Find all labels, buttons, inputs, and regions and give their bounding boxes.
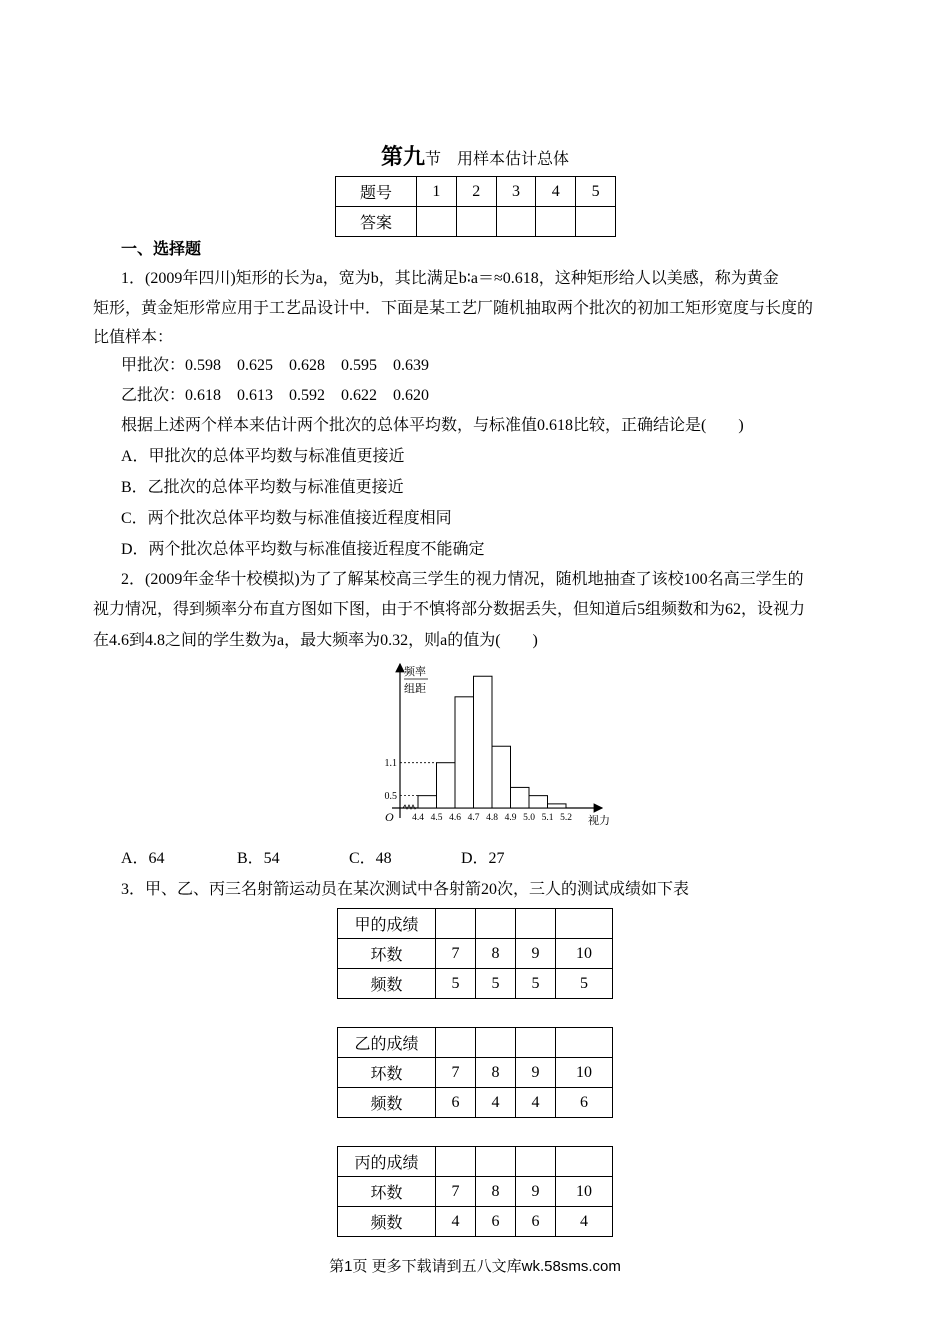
ring-value: 8 [476, 1177, 516, 1207]
empty-cell [476, 909, 516, 939]
empty-cell [476, 1147, 516, 1177]
q1-option-d: D．两个批次总体平均数与标准值接近程度不能确定 [121, 541, 485, 558]
ring-value: 7 [436, 939, 476, 969]
title-part-3: 用样本估计总体 [457, 151, 570, 168]
empty-cell [556, 1147, 613, 1177]
ring-value: 7 [436, 1058, 476, 1088]
freq-value: 6 [516, 1207, 556, 1237]
answer-cell [576, 207, 616, 237]
answer-table [335, 176, 616, 237]
answer-table-answer-label: 答案 [336, 207, 417, 237]
x-tick-label: 5.0 [523, 813, 535, 823]
ring-value: 9 [516, 939, 556, 969]
q3-intro: 3．甲、乙、丙三名射箭运动员在某次测试中各射箭20次，三人的测试成绩如下表 [121, 881, 690, 898]
answer-table-header-label: 题号 [336, 177, 417, 207]
histogram-bar-6 [511, 787, 530, 808]
empty-cell [516, 1028, 556, 1058]
ring-label: 环数 [338, 939, 436, 969]
q2-option-d: D．27 [461, 850, 505, 867]
q1-line-1: 1．(2009年四川)矩形的长为a，宽为b，其比满足b∶a＝≈0.618，这种矩形给人以美感，称为黄金 [121, 270, 779, 287]
score-table-bing [337, 1146, 613, 1237]
score-table-title: 丙的成绩 [338, 1147, 436, 1177]
y-label-top: 频率 [404, 666, 426, 678]
answer-table-number: 5 [576, 177, 616, 207]
title-part-1: 第九 [380, 144, 425, 169]
histogram-bar-1 [418, 796, 437, 808]
x-tick-label: 4.4 [412, 813, 424, 823]
ring-label: 环数 [338, 1058, 436, 1088]
q1-option-a: A．甲批次的总体平均数与标准值更接近 [121, 448, 405, 465]
q1-line-3: 比值样本： [93, 329, 174, 346]
score-table-yi [337, 1027, 613, 1118]
freq-value: 4 [436, 1207, 476, 1237]
y-tick-label: 1.1 [384, 758, 397, 770]
histogram-bar-7 [529, 796, 548, 808]
freq-value: 4 [556, 1207, 613, 1237]
page-title [0, 140, 950, 171]
x-tick-label: 4.5 [430, 813, 443, 823]
x-tick-label: 4.6 [449, 813, 461, 823]
freq-value: 5 [476, 969, 516, 999]
freq-value: 5 [516, 969, 556, 999]
q1-batch-b: 乙批次：0.618 0.613 0.592 0.622 0.620 [121, 387, 430, 404]
empty-cell [436, 1028, 476, 1058]
freq-value: 6 [556, 1088, 613, 1118]
q2-line-3: 在4.6到4.8之间的学生数为a，最大频率为0.32，则a的值为( ) [93, 632, 538, 649]
q1-batch-a: 甲批次：0.598 0.625 0.628 0.595 0.639 [121, 357, 430, 374]
histogram-bar-4 [474, 676, 493, 808]
x-tick-label: 5.2 [560, 813, 572, 823]
freq-value: 6 [436, 1088, 476, 1118]
empty-cell [476, 1028, 516, 1058]
histogram-bar-5 [492, 746, 511, 808]
answer-table-number: 4 [536, 177, 576, 207]
q2-option-b: B．54 [237, 850, 280, 867]
q2-option-a: A．64 [121, 850, 165, 867]
q1-question: 根据上述两个样本来估计两个批次的总体平均数，与标准值0.618比较，正确结论是( ) [121, 417, 744, 434]
x-tick-label: 4.9 [504, 813, 517, 823]
q2-option-c: C．48 [349, 850, 392, 867]
frequency-histogram [370, 660, 620, 830]
section-heading: 一、选择题 [121, 241, 202, 258]
histogram-bar-8 [548, 804, 567, 808]
score-table-jia [337, 908, 613, 999]
y-label-bottom: 组距 [404, 683, 426, 695]
ring-value: 10 [556, 1058, 613, 1088]
origin-label: O [385, 810, 394, 824]
freq-label: 频数 [338, 1088, 436, 1118]
empty-cell [556, 1028, 613, 1058]
y-tick-label: 0.5 [384, 791, 397, 803]
answer-table-number: 3 [496, 177, 536, 207]
ring-value: 10 [556, 939, 613, 969]
score-table-title: 甲的成绩 [338, 909, 436, 939]
x-tick-label: 4.7 [467, 813, 480, 823]
freq-value: 4 [476, 1088, 516, 1118]
empty-cell [516, 1147, 556, 1177]
x-tick-label: 4.8 [486, 813, 498, 823]
title-part-2: 节 [424, 151, 441, 168]
ring-value: 8 [476, 1058, 516, 1088]
q2-line-1: 2．(2009年金华十校模拟)为了了解某校高三学生的视力情况，随机地抽查了该校100名高三学生的 [121, 571, 804, 588]
page-footer: 第1页 更多下载请到五八文库wk.58sms.com [329, 1258, 621, 1275]
freq-value: 5 [436, 969, 476, 999]
answer-cell [536, 207, 576, 237]
ring-label: 环数 [338, 1177, 436, 1207]
q1-option-b: B．乙批次的总体平均数与标准值更接近 [121, 479, 404, 496]
ring-value: 7 [436, 1177, 476, 1207]
x-tick-label: 5.1 [541, 813, 554, 823]
answer-cell [496, 207, 536, 237]
empty-cell [436, 1147, 476, 1177]
answer-cell [417, 207, 457, 237]
freq-label: 频数 [338, 1207, 436, 1237]
q2-line-2: 视力情况，得到频率分布直方图如下图，由于不慎将部分数据丢失，但知道后5组频数和为62，设视力 [93, 601, 806, 618]
freq-value: 5 [556, 969, 613, 999]
q1-line-2: 矩形，黄金矩形常应用于工艺品设计中．下面是某工艺厂随机抽取两个批次的初加工矩形宽度与长度的 [93, 300, 814, 317]
answer-cell [456, 207, 496, 237]
ring-value: 9 [516, 1058, 556, 1088]
x-axis-label: 视力 [588, 815, 610, 827]
freq-label: 频数 [338, 969, 436, 999]
answer-table-number: 2 [456, 177, 496, 207]
ring-value: 8 [476, 939, 516, 969]
freq-value: 6 [476, 1207, 516, 1237]
empty-cell [516, 909, 556, 939]
score-table-title: 乙的成绩 [338, 1028, 436, 1058]
empty-cell [556, 909, 613, 939]
ring-value: 9 [516, 1177, 556, 1207]
ring-value: 10 [556, 1177, 613, 1207]
histogram-bar-3 [455, 697, 474, 808]
empty-cell [436, 909, 476, 939]
freq-value: 4 [516, 1088, 556, 1118]
q1-option-c: C．两个批次总体平均数与标准值接近程度相同 [121, 510, 452, 527]
histogram-bar-2 [437, 763, 456, 808]
answer-table-number: 1 [417, 177, 457, 207]
